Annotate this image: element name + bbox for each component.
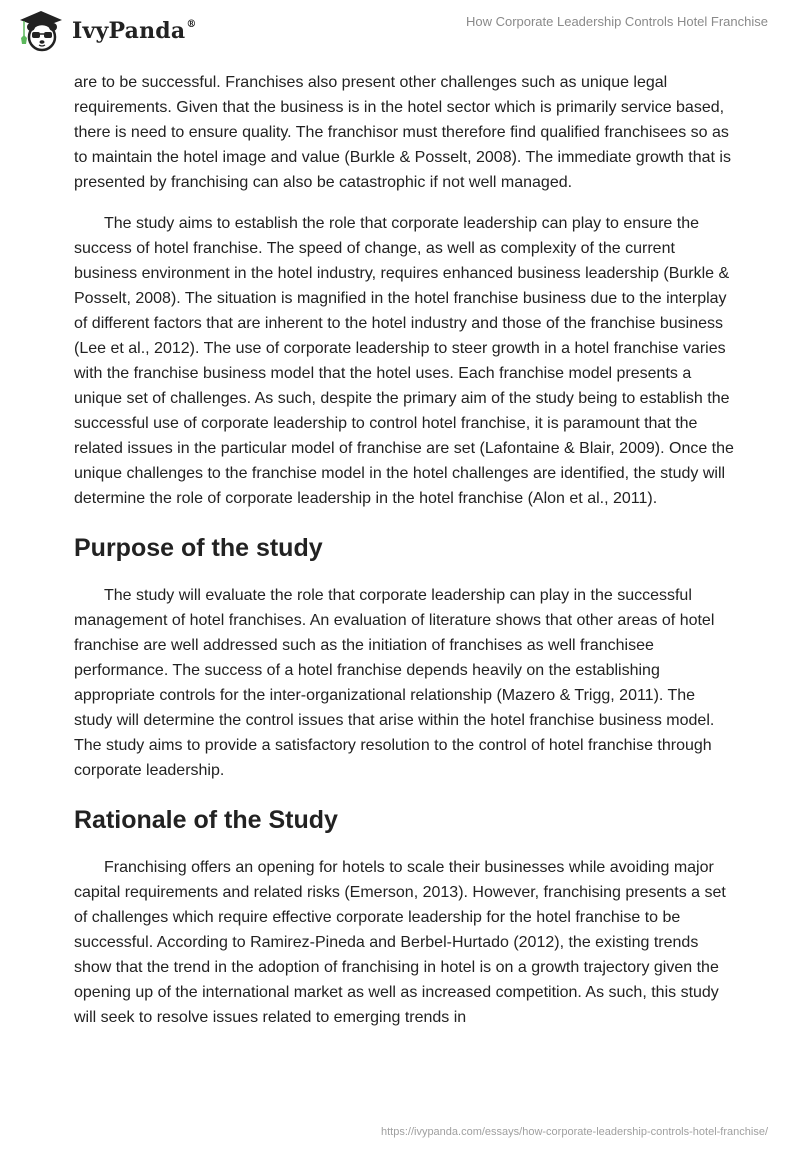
aims-paragraph: The study aims to establish the role that corporate leadership can play to ensure the success of hotel franchise. The speed of change, as well as complexity of the current business environment in the hotel industry, requires enhanced business leadership (Burkle & Posselt, 2008). The situation is magnified in the hotel franchise business due to the interplay of different factors that are inherent to the hotel industry and those of the franchise business (Lee et al., 2012). The use of corporate leadership to steer growth in a hotel franchise varies with the franchise business model that the hotel uses. Each franchise model presents a unique set of challenges. As such, despite the primary aim of the study being to establish the successful use of corporate leadership to control hotel franchise, it is paramount that the related issues in the particular model of franchise are set (Lafontaine & Blair, 2009). Once the unique challenges to the franchise model in the hotel challenges are identified, the study will determine the role of corporate leadership in the hotel franchise (Alon et al., 2011). bbox=[74, 215, 734, 507]
section-heading-purpose: Purpose of the study bbox=[74, 534, 323, 562]
purpose-paragraph: The study will evaluate the role that corporate leadership can play in the successful management of hotel franchises. An evaluation of literature shows that other areas of hotel franchise are well addressed such as the initiation of franchises as well franchisee performance. The success of a hotel franchise depends heavily on the establishing appropriate controls for the inter-organizational relationship (Mazero & Trigg, 2011). The study will determine the control issues that arise within the hotel franchise business model. The study aims to provide a satisfactory resolution to the control of hotel franchise through corporate leadership. bbox=[74, 587, 715, 779]
page-header bbox=[0, 0, 800, 60]
panda-graduate-icon bbox=[16, 8, 66, 52]
section-heading-rationale: Rationale of the Study bbox=[74, 806, 338, 834]
logo-text bbox=[72, 18, 197, 44]
rationale-paragraph: Franchising offers an opening for hotels to scale their businesses while avoiding major capital requirements and related risks (Emerson, 2013). However, franchising presents a set of challenges which require effective corporate leadership for the hotel franchise to be successful. According to Ramirez-Pineda and Berbel-Hurtado (2012), the existing trends show that the trend in the adoption of franchising in hotel is on a growth trajectory given the opening up of the international market as well as increased competition. As such, this study will seek to resolve issues related to emerging trends in bbox=[74, 859, 726, 1026]
document-title: How Corporate Leadership Controls Hotel Franchise bbox=[465, 14, 768, 29]
registered-mark: ® bbox=[186, 18, 197, 30]
logo-wordmark: IvyPanda bbox=[72, 18, 186, 44]
essay-content bbox=[74, 70, 734, 1046]
source-url[interactable]: https://ivypanda.com/essays/how-corporate-leadership-controls-hotel-franchise/ bbox=[380, 1126, 768, 1138]
ivypanda-logo[interactable] bbox=[16, 8, 197, 52]
intro-paragraph: are to be successful. Franchises also present other challenges such as unique legal requirements. Given that the business is in the hotel sector which is primarily service based, there is need to ensure quality. The franchisor must therefore find qualified franchisees so as to maintain the hotel image and value (Burkle & Posselt, 2008). The immediate growth that is presented by franchising can also be catastrophic if not well managed. bbox=[74, 74, 731, 191]
